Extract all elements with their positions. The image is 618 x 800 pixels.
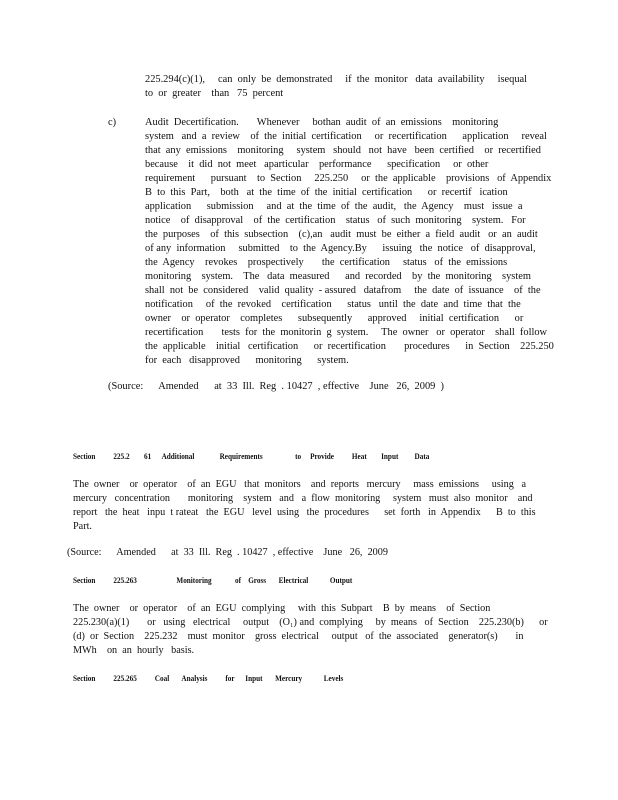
item-c-line-10: of any information submitted to the Agency.By issuing the notice of disapproval, <box>145 243 536 254</box>
item-c-line-8: notice of disapproval of the certification status of such monitoring system. For <box>145 215 526 226</box>
source-note-2: (Source: Amended at 33 Ill. Reg . 10427 , effective June 26, 2009 <box>67 547 388 558</box>
item-c-line-15: owner or operator completes subsequently approved initial certification or <box>145 313 524 324</box>
item-c-line-3: that any emissions monitoring system should not have been certified or recertified <box>145 145 541 156</box>
item-c-line-6: B to this Part, both at the time of the initial certification or recertif ication <box>145 187 508 198</box>
item-c-line-12: monitoring system. The data measured and recorded by the monitoring system <box>145 271 531 282</box>
section-263-line-3: (d) or Section 225.232 must monitor gross electrical output of the associated generator(s) in <box>73 631 524 642</box>
section-263-line-2: 225.230(a)(1) or using electrical output (O₁) and complying by means of Section 225.230(b) or <box>73 617 548 628</box>
source-note-1: (Source: Amended at 33 Ill. Reg . 10427 , effective June 26, 2009 ) <box>108 381 444 392</box>
item-c-line-13: shall not be considered valid quality - assured datafrom the date of issuance of the <box>145 285 541 296</box>
item-c-line-11: the Agency revokes prospectively the certification status of the emissions <box>145 257 508 268</box>
item-c-line-14: notification of the revoked certification status until the date and time that the <box>145 299 521 310</box>
section-263-heading: Section 225.263 Monitoring of Gross Electrical Output <box>73 576 353 585</box>
item-c-line-4: because it did not meet aparticular performance specification or other <box>145 159 489 170</box>
intro-line-2: to or greater than 75 percent <box>145 88 284 99</box>
section-263-line-4: MWh on an hourly basis. <box>73 645 195 656</box>
section-261-line-4: Part. <box>73 521 92 532</box>
item-c-label: c) <box>108 117 117 128</box>
section-263-line-1: The owner or operator of an EGU complying with this Subpart B by means of Section <box>73 603 491 614</box>
item-c-line-9: the purposes of this subsection (c),an audit must be either a field audit or an audit <box>145 229 538 240</box>
intro-line-1: 225.294(c)(1), can only be demonstrated if the monitor data availability isequal <box>145 74 528 85</box>
section-261-line-1: The owner or operator of an EGU that monitors and reports mercury mass emissions using a <box>73 479 526 490</box>
item-c-line-2: system and a review of the initial certification or recertification application reveal <box>145 131 547 142</box>
item-c-line-7: application submission and at the time of the audit, the Agency must issue a <box>145 201 523 212</box>
section-261-line-3: report the heat inpu t rateat the EGU level using the procedures set forth in Appendix B to this <box>73 507 536 518</box>
section-265-heading: Section 225.265 Coal Analysis for Input Mercury Levels <box>73 674 344 683</box>
item-c-line-18: for each disapproved monitoring system. <box>145 355 349 366</box>
item-c-line-16: recertification tests for the monitorin g system. The owner or operator shall follow <box>145 327 548 338</box>
item-c-line-1: Audit Decertification. Whenever bothan audit of an emissions monitoring <box>145 117 499 128</box>
section-261-line-2: mercury concentration monitoring system and a flow monitoring system must also monitor and <box>73 493 533 504</box>
item-c-line-5: requirement pursuant to Section 225.250 or the applicable provisions of Appendix <box>145 173 552 184</box>
item-c-line-17: the applicable initial certification or recertification procedures in Section 225.250 <box>145 341 554 352</box>
section-261-heading: Section 225.2 61 Additional Requirements to Provide Heat Input Data <box>73 452 430 461</box>
